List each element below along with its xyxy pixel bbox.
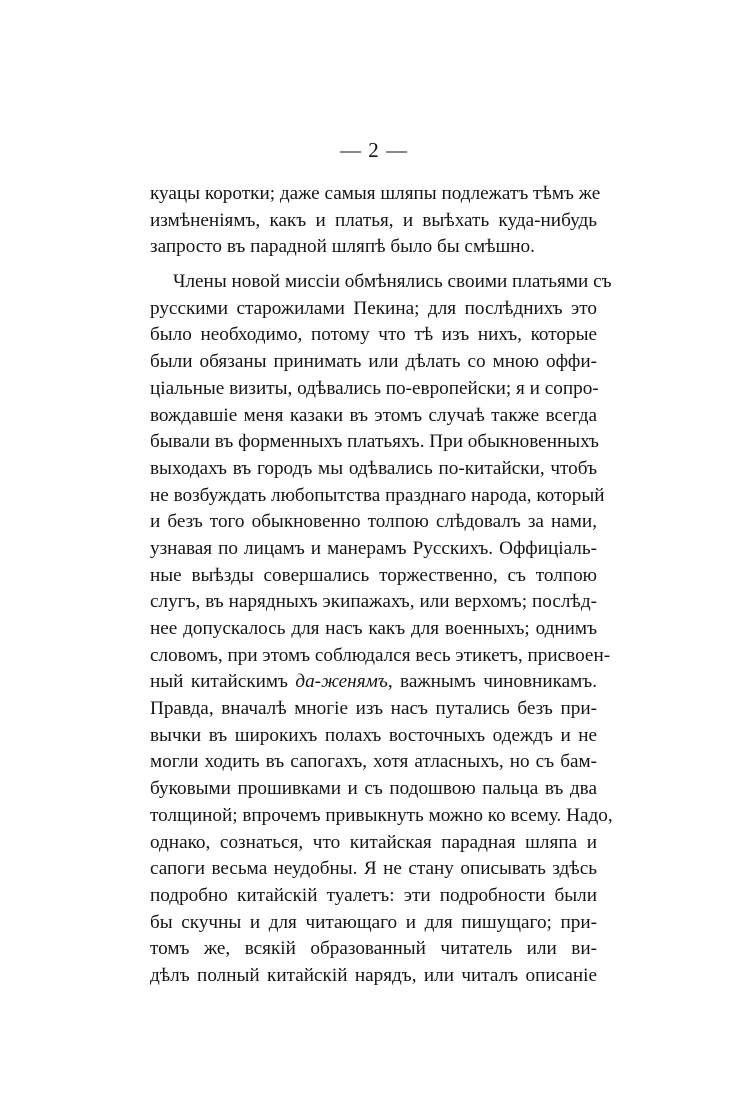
page-number: — 2 — <box>340 138 408 162</box>
text-line: сапоги весьма неудобны. Я не стану описывать здѣсь <box>150 858 597 880</box>
text-line: узнавая по лицамъ и манерамъ Русскихъ. Оффиціаль- <box>150 537 597 559</box>
text-segment: ный китайскимъ <box>150 671 296 693</box>
text-line: ные выѣзды совершались торжественно, съ толпою <box>150 564 597 586</box>
text-line: бывали въ форменныхъ платьяхъ. При обыкновенныхъ <box>150 431 599 453</box>
text-line: куацы коротки; даже самыя шляпы подлежатъ тѣмъ же <box>150 183 601 204</box>
text-line: измѣненіямъ, какъ и платья, и выѣхать куда-нибудь <box>150 209 597 231</box>
text-line: подробно китайскій туалетъ: эти подробности были <box>150 884 597 906</box>
text-line: вычки въ широкихъ полахъ восточныхъ одеждъ и не <box>150 724 597 746</box>
text-line: выходахъ въ городъ мы одѣвались по-китайски, чтобъ <box>150 457 597 479</box>
text-line: было необходимо, потому что тѣ изъ нихъ, которые <box>150 324 597 346</box>
text-line: и безъ того обыкновенно толпою слѣдовалъ за нами, <box>150 511 597 533</box>
text-line-with-italic <box>150 669 597 696</box>
body-text <box>150 181 613 990</box>
text-line: запросто въ парадной шляпѣ было бы смѣшно. <box>150 236 535 258</box>
paragraph-1 <box>150 181 601 261</box>
text-line: толщиной; впрочемъ привыкнуть можно ко всему. Надо, <box>150 804 613 826</box>
text-line: Члены новой миссіи обмѣнялись своими платьями съ <box>173 271 612 293</box>
text-line: вождавшіе меня казаки въ этомъ случаѣ также всегда <box>150 404 597 426</box>
text-segment: , важнымъ чиновникамъ. <box>387 671 597 693</box>
text-line: буковыми прошивками и съ подошвою пальца въ два <box>150 778 597 800</box>
paragraph-2 <box>150 269 613 990</box>
text-line: могли ходить въ сапогахъ, хотя атласныхъ, но съ бам- <box>150 751 597 773</box>
text-line: Правда, вначалѣ многіе изъ насъ путались безъ при- <box>150 698 597 720</box>
text-line: ціальные визиты, одѣвались по-европейски; я и сопро- <box>150 377 599 399</box>
paragraph-gap <box>150 261 597 269</box>
text-line: дѣлъ полный китайскій нарядъ, или читалъ описаніе <box>150 964 597 986</box>
text-line: нее допускалось для насъ какъ для военныхъ; однимъ <box>150 618 597 639</box>
text-line: русскими старожилами Пекина; для послѣднихъ это <box>150 297 597 319</box>
text-line: однако, сознаться, что китайская парадная шляпа и <box>150 831 597 853</box>
text-line: были обязаны принимать или дѣлать со мною оффи- <box>150 351 597 373</box>
text-line: томъ же, всякій образованный читатель или ви- <box>150 938 597 960</box>
italic-term: да-женямъ <box>295 671 388 693</box>
text-line: словомъ, при этомъ соблюдался весь этикетъ, присвоен- <box>150 644 611 666</box>
text-line: бы скучны и для читающаго и для пишущаго; при- <box>150 911 597 933</box>
text-line: не возбуждать любопытства празднаго народа, который <box>150 484 605 506</box>
text-line: слугъ, въ нарядныхъ экипажахъ, или верхомъ; послѣд- <box>150 591 597 613</box>
